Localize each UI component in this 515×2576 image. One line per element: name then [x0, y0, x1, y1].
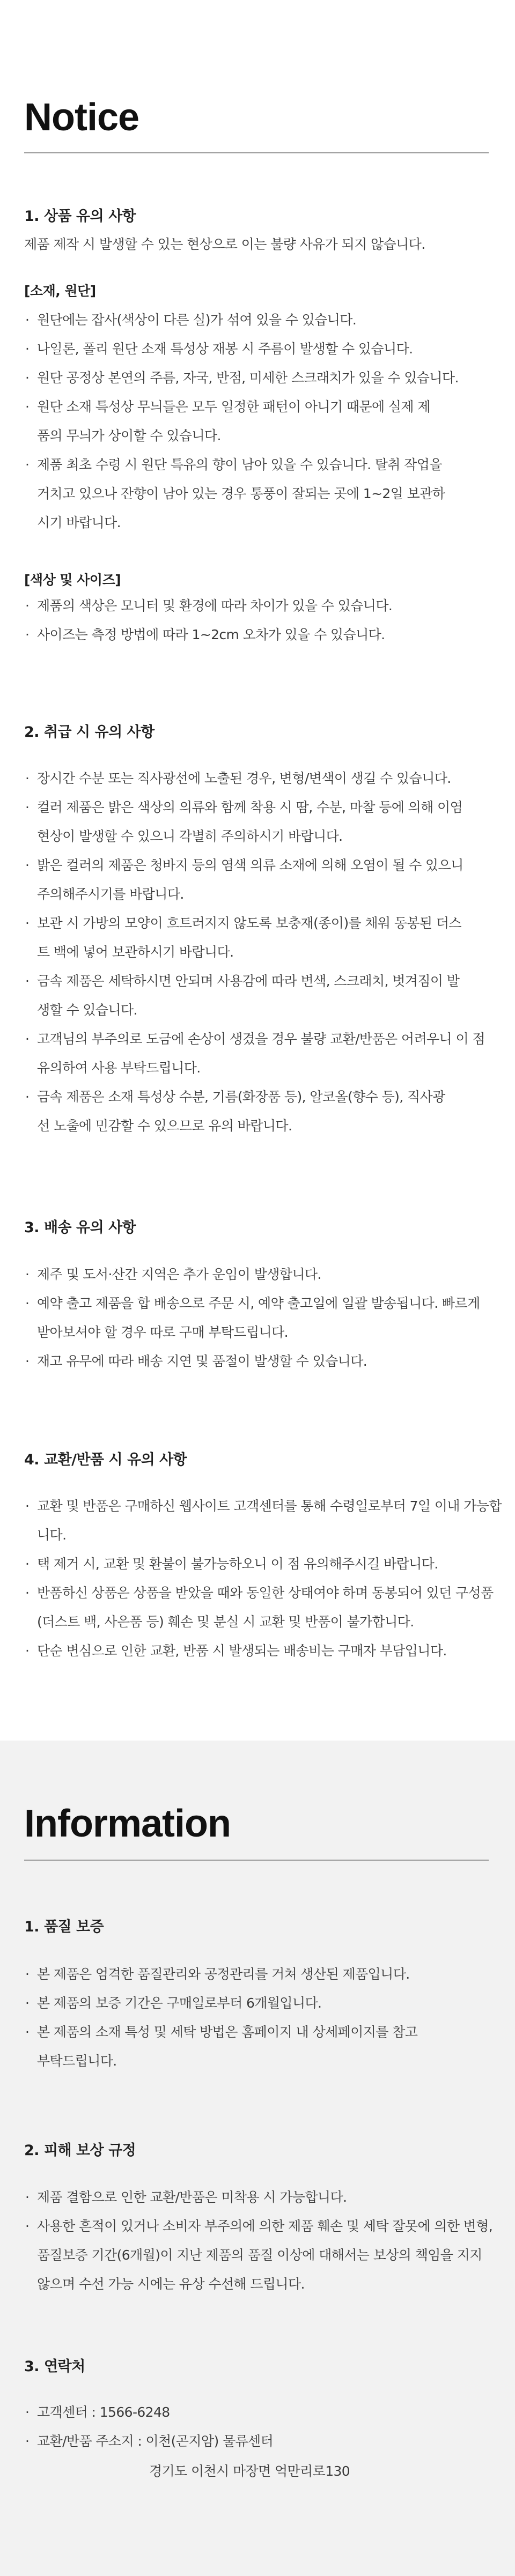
notice-s3-heading: 3. 배송 유의 사항 [24, 1219, 136, 1236]
return-address-detail: 경기도 이천시 마장면 억만리로130 [149, 2463, 350, 2479]
list-item: · 제품 결함으로 인한 교환/반품은 미착용 시 가능합니다. [24, 2183, 496, 2212]
list-item: · 반품하신 상품은 상품을 받았을 때와 동일한 상태여야 하며 동봉되어 있던 구성품(더스트 백, 사은품 등) 훼손 및 분실 시 교환 및 반품이 불가합니다. [24, 1579, 507, 1637]
list-item: · 예약 출고 제품을 합 배송으로 주문 시, 예약 출고일에 일괄 발송됩니다. 빠르게 받아보셔야 할 경우 따로 구매 부탁드립니다. [24, 1289, 496, 1347]
list-item: · 원단 공정상 본연의 주름, 자국, 반점, 미세한 스크래치가 있을 수 있습니다. [24, 364, 507, 393]
list-item: · 밝은 컬러의 제품은 청바지 등의 염색 의류 소재에 의해 오염이 될 수 있으니 주의해주시기를 바랍니다. [24, 851, 464, 909]
list-item: · 단순 변심으로 인한 교환, 반품 시 발생되는 배송비는 구매자 부담입니다. [24, 1637, 507, 1665]
notice-divider [24, 152, 489, 153]
information-s3-list [24, 2398, 496, 2456]
return-address-label: · 교환/반품 주소지 : 이천(곤지암) 물류센터 [24, 2427, 496, 2456]
notice-s1-intro: 제품 제작 시 발생할 수 있는 현상으로 이는 불량 사유가 되지 않습니다. [24, 236, 425, 252]
list-item: · 본 제품의 보증 기간은 구매일로부터 6개월입니다. [24, 1989, 485, 2018]
list-item: · 금속 제품은 세탁하시면 안되며 사용감에 따라 변색, 스크래치, 벗겨짐이 발생할 수 있습니다. [24, 967, 464, 1025]
notice-s4-heading: 4. 교환/반품 시 유의 사항 [24, 1452, 187, 1468]
notice-color-size-heading: [색상 및 사이즈] [24, 572, 121, 588]
information-section [0, 1741, 515, 2576]
notice-s2-heading: 2. 취급 시 유의 사항 [24, 724, 154, 741]
notice-s4-list [24, 1492, 507, 1665]
notice-s1-heading: 1. 상품 유의 사항 [24, 208, 136, 225]
information-title: Information [24, 1802, 231, 1845]
notice-material-list [24, 306, 507, 537]
information-s3-heading: 3. 연락처 [24, 2358, 85, 2375]
list-item: · 사이즈는 측정 방법에 따라 1~2cm 오차가 있을 수 있습니다. [24, 620, 496, 649]
information-s1-heading: 1. 품질 보증 [24, 1919, 104, 1935]
list-item: · 장시간 수분 또는 직사광선에 노출된 경우, 변형/변색이 생길 수 있습니다. [24, 764, 496, 793]
information-s1-list [24, 1960, 485, 2076]
list-item: · 재고 유무에 따라 배송 지연 및 품절이 발생할 수 있습니다. [24, 1347, 496, 1376]
list-item: · 사용한 흔적이 있거나 소비자 부주의에 의한 제품 훼손 및 세탁 잘못에 의한 변형, 품질보증 기간(6개월)이 지난 제품의 품질 이상에 대해서는 보상의 책임을 지지 않으며 수선 가능 시에는 유상 수선해 드립니다. [24, 2212, 496, 2299]
notice-material-heading: [소재, 원단] [24, 283, 96, 299]
list-item: · 제품 최초 수령 시 원단 특유의 향이 남아 있을 수 있습니다. 탈취 작업을 거치고 있으나 잔향이 남아 있는 경우 통풍이 잘되는 곳에 1~2일 보관하시기 바랍니다. [24, 450, 453, 537]
list-item: · 교환 및 반품은 구매하신 웹사이트 고객센터를 통해 수령일로부터 7일 이내 가능합니다. [24, 1492, 507, 1550]
list-item: · 원단에는 잡사(색상이 다른 실)가 섞여 있을 수 있습니다. [24, 306, 507, 335]
list-item: · 보관 시 가방의 모양이 흐트러지지 않도록 보충재(종이)를 채워 동봉된 더스트 백에 넣어 보관하시기 바랍니다. [24, 909, 464, 967]
notice-s3-list [24, 1260, 496, 1376]
customer-center: · 고객센터 : 1566-6248 [24, 2398, 496, 2427]
notice-color-size-list [24, 591, 496, 649]
list-item: · 컬러 제품은 밝은 색상의 의류와 함께 착용 시 땀, 수분, 마찰 등에 의해 이염 현상이 발생할 수 있으니 각별히 주의하시기 바랍니다. [24, 793, 464, 851]
list-item: · 택 제거 시, 교환 및 환불이 불가능하오니 이 점 유의해주시길 바랍니다. [24, 1550, 507, 1579]
information-divider [24, 1860, 489, 1861]
list-item: · 원단 소재 특성상 무늬들은 모두 일정한 패턴이 아니기 때문에 실제 제품의 무늬가 상이할 수 있습니다. [24, 393, 443, 450]
list-item: · 제주 및 도서·산간 지역은 추가 운임이 발생합니다. [24, 1260, 496, 1289]
information-s2-list [24, 2183, 496, 2299]
notice-s2-list [24, 764, 496, 1141]
list-item: · 나일론, 폴리 원단 소재 특성상 재봉 시 주름이 발생할 수 있습니다. [24, 335, 507, 364]
list-item: · 금속 제품은 소재 특성상 수분, 기름(화장품 등), 알코올(향수 등), 직사광선 노출에 민감할 수 있으므로 유의 바랍니다. [24, 1083, 453, 1141]
list-item: · 본 제품은 엄격한 품질관리와 공정관리를 거쳐 생산된 제품입니다. [24, 1960, 485, 1989]
list-item: · 제품의 색상은 모니터 및 환경에 따라 차이가 있을 수 있습니다. [24, 591, 496, 620]
notice-title: Notice [24, 96, 139, 139]
list-item: · 본 제품의 소재 특성 및 세탁 방법은 홈페이지 내 상세페이지를 참고 부탁드립니다. [24, 2018, 432, 2076]
information-s2-heading: 2. 피해 보상 규정 [24, 2142, 136, 2159]
list-item: · 고객님의 부주의로 도금에 손상이 생겼을 경우 불량 교환/반품은 어려우니 이 점 유의하여 사용 부탁드립니다. [24, 1025, 496, 1083]
